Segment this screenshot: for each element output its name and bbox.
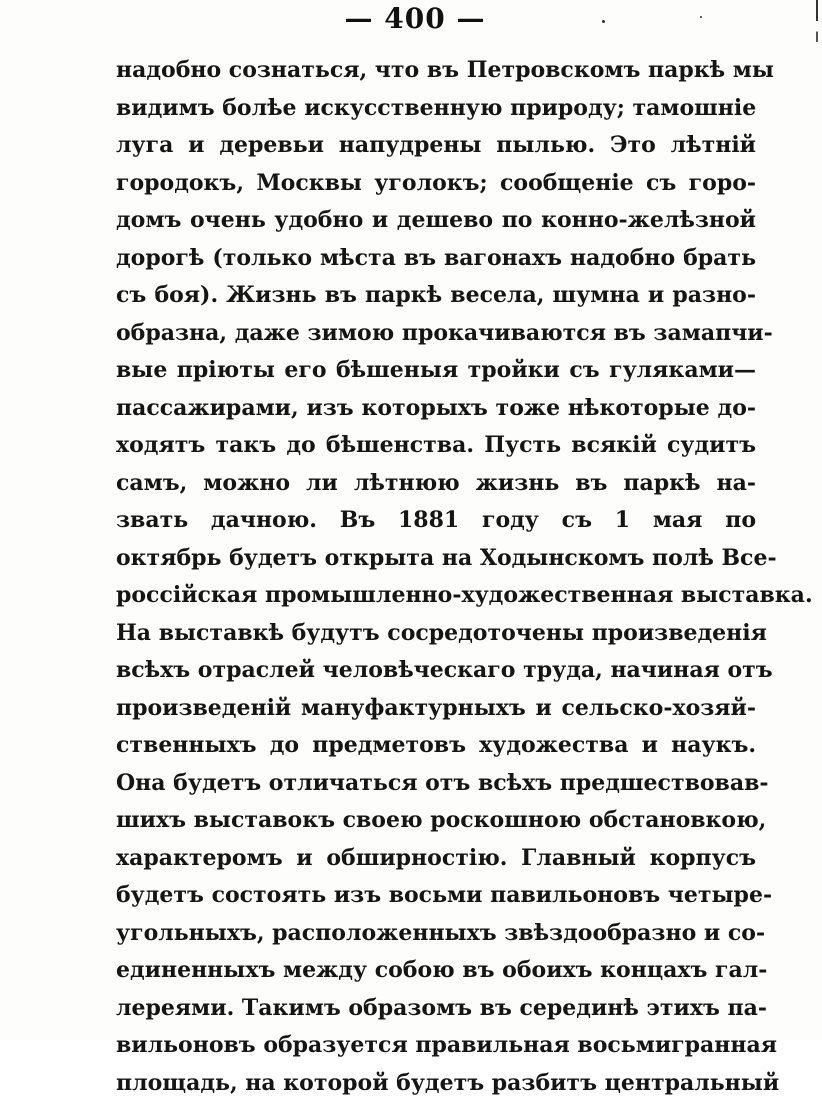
text-line: образна, даже зимою прокачиваются въ замапчи- (116, 315, 756, 353)
text-line: россійская промышленно-художественная выставка. (116, 577, 756, 615)
page-edge-mark (816, 0, 818, 70)
text-line: луга и деревьи напудрены пылью. Это лѣтній (116, 127, 756, 165)
body-text (116, 52, 756, 1102)
text-line: домъ очень удобно и дешево по конно-желѣзной (116, 202, 756, 240)
text-line: ходятъ такъ до бѣшенства. Пусть всякій судитъ (116, 427, 756, 465)
page-number: — 400 — (0, 2, 822, 35)
text-line: дорогѣ (только мѣста въ вагонахъ надобно брать (116, 240, 756, 278)
text-line: На выставкѣ будутъ сосредоточены произведенія (116, 615, 756, 653)
text-line: единенныхъ между собою въ обоихъ концахъ гал- (116, 952, 756, 990)
text-line: ственныхъ до предметовъ художества и наукъ. (116, 727, 756, 765)
text-line: пассажирами, изъ которыхъ тоже нѣкоторые до- (116, 390, 756, 428)
text-line: характеромъ и обширностію. Главный корпусъ (116, 840, 756, 878)
text-line: всѣхъ отраслей человѣческаго труда, начиная отъ (116, 652, 756, 690)
text-line: вильоновъ образуется правильная восьмигранная (116, 1027, 756, 1065)
text-line: октябрь будетъ открыта на Ходынскомъ полѣ Все- (116, 540, 756, 578)
text-line: лереями. Такимъ образомъ въ серединѣ этихъ па- (116, 990, 756, 1028)
text-line: самъ, можно ли лѣтнюю жизнь въ паркѣ на- (116, 465, 756, 503)
ink-speck (602, 20, 605, 23)
text-line: съ боя). Жизнь въ паркѣ весела, шумна и разно- (116, 277, 756, 315)
text-line: площадь, на которой будетъ разбитъ центральный (116, 1065, 756, 1102)
text-line: угольныхъ, расположенныхъ звѣздообразно и со- (116, 915, 756, 953)
text-line: видимъ болѣе искусственную природу; тамошніе (116, 90, 756, 128)
text-line: произведеній мануфактурныхъ и сельско-хозяй- (116, 690, 756, 728)
text-line: Она будетъ отличаться отъ всѣхъ предшествовав- (116, 765, 756, 803)
text-line: надобно сознаться, что въ Петровскомъ паркѣ мы (116, 52, 756, 90)
text-line: шихъ выставокъ своею роскошною обстановкою, (116, 802, 756, 840)
text-line: городокъ, Москвы уголокъ; сообщеніе съ горо- (116, 165, 756, 203)
text-line: будетъ состоять изъ восьми павильоновъ четыре- (116, 877, 756, 915)
text-line: звать дачною. Въ 1881 году съ 1 мая по (116, 502, 756, 540)
ink-speck (700, 16, 702, 18)
text-line: вые пріюты его бѣшеныя тройки съ гуляками— (116, 352, 756, 390)
